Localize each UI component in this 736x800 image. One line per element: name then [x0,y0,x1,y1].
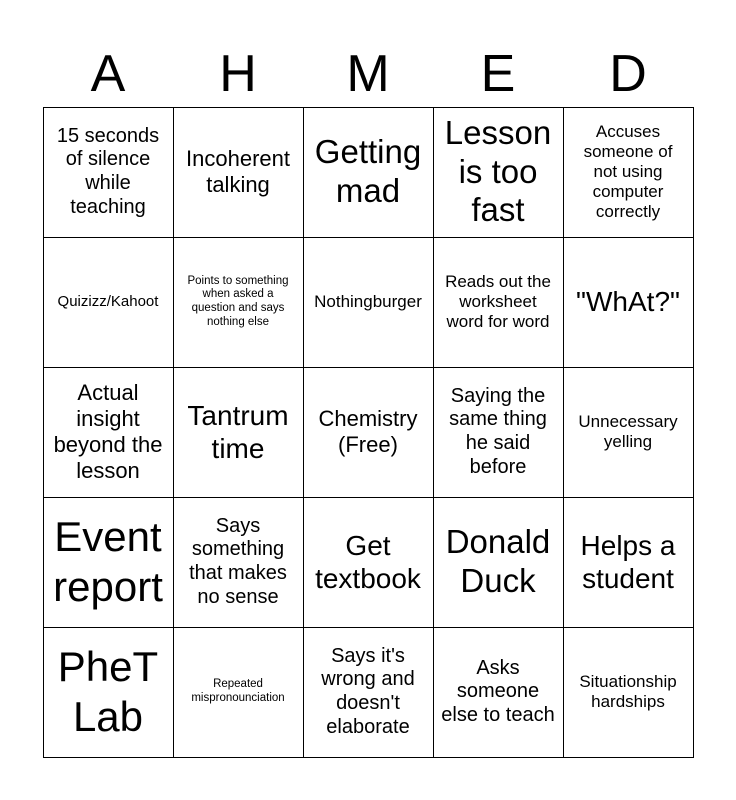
cell-label: Get textbook [315,529,421,594]
cell-label: Reads out the worksheet word for word [445,271,551,332]
bingo-cell[interactable] [173,367,304,498]
cell-label: Says it's wrong and doesn't elaborate [321,644,415,738]
bingo-cell[interactable] [303,237,434,368]
header-letter-d: D [609,45,647,103]
bingo-cell[interactable] [43,237,174,368]
cell-label: Points to something when asked a question and says nothing else [187,274,289,328]
cell-label: Getting mad [314,133,422,209]
bingo-header [43,40,693,108]
bingo-cell[interactable] [563,237,694,368]
bingo-cell[interactable] [563,107,694,238]
cell-label: Says something that makes no sense [189,514,287,608]
bingo-cell[interactable] [563,627,694,758]
bingo-cell[interactable] [303,627,434,758]
bingo-cell[interactable] [43,627,174,758]
cell-label: Donald Duck [445,523,551,599]
cell-label: Tantrum time [187,399,289,464]
cell-label: Nothingburger [314,291,422,311]
cell-label: Chemistry (Free) [318,406,418,457]
cell-label: PheT Lab [57,643,159,740]
header-letter-a: A [90,45,126,103]
bingo-cell[interactable] [563,497,694,628]
cell-label: Lesson is too fast [444,113,552,229]
cell-label: Event report [53,513,163,610]
cell-label: 15 seconds of silence while teaching [56,124,160,218]
cell-label: Incoherent talking [186,146,290,197]
cell-label: Accuses someone of not using computer correctly [583,121,673,222]
cell-label: Helps a student [580,529,676,594]
bingo-cell[interactable] [173,237,304,368]
bingo-cell[interactable] [43,107,174,238]
bingo-cell[interactable] [433,497,564,628]
cell-label: Situationship hardships [579,671,677,711]
cell-label: Saying the same thing he said before [449,384,547,478]
header-letter-e: E [480,45,516,103]
bingo-cell[interactable] [43,367,174,498]
bingo-cell[interactable] [433,107,564,238]
bingo-cell[interactable] [173,497,304,628]
bingo-cell[interactable] [173,107,304,238]
bingo-cell[interactable] [173,627,304,758]
cell-label: Repeated mispronounciation [191,678,285,704]
cell-label: Actual insight beyond the lesson [53,380,163,483]
bingo-cell[interactable] [433,367,564,498]
bingo-cell[interactable] [43,497,174,628]
header-letter-m: M [346,45,390,103]
cell-label: Asks someone else to teach [441,656,555,726]
header-letter-h: H [219,45,257,103]
bingo-cell[interactable] [433,237,564,368]
cell-label: Quizizz/Kahoot [57,293,159,311]
bingo-cell[interactable] [303,497,434,628]
bingo-cell[interactable] [433,627,564,758]
bingo-cell[interactable] [303,367,434,498]
bingo-cell[interactable] [303,107,434,238]
bingo-cell[interactable] [563,367,694,498]
cell-label: Unnecessary yelling [578,411,678,451]
bingo-board [43,107,693,757]
cell-label: "WhAt?" [576,286,680,318]
